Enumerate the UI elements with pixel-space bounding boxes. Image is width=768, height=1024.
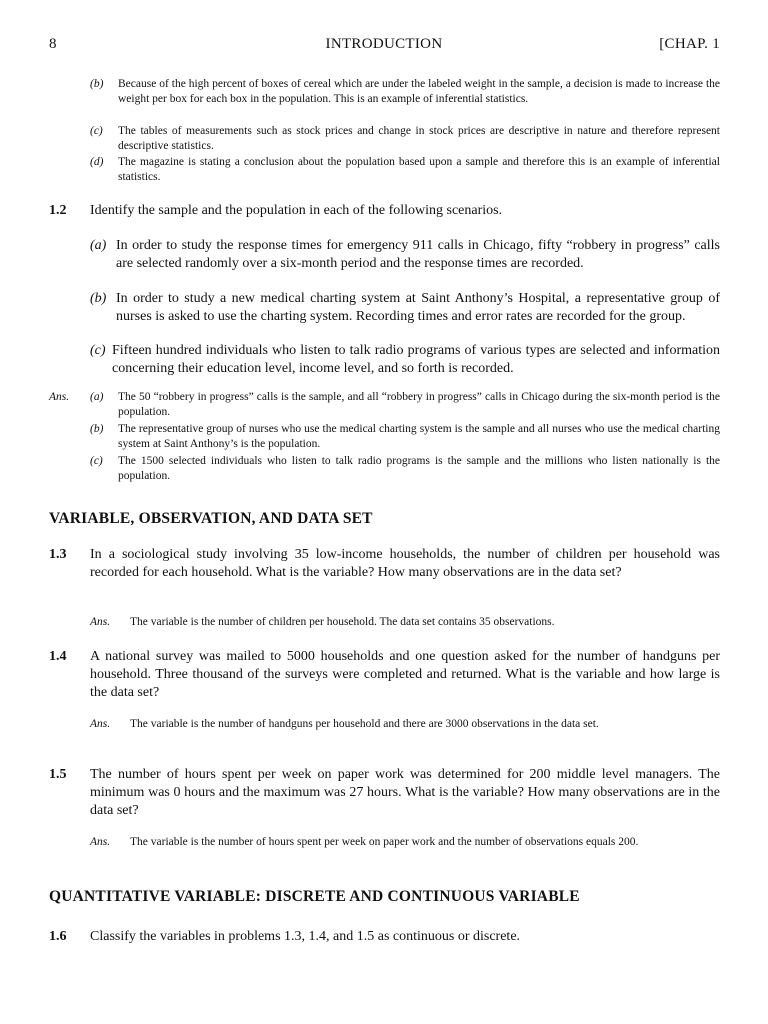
problem-question: The number of hours spent per week on paper work was determined for 200 middle level managers. The minimum was 0 hours and the maximum was 27 hours. What is the variable? How many observations are in the data set? [90, 767, 720, 818]
problem-number: 1.5 [49, 767, 67, 782]
prev-answer-d-label: (d) [90, 156, 104, 168]
answer-text: The variable is the number of hours spent per week on paper work and the number of observations equals 200. [130, 836, 639, 848]
answer-c-text: The 1500 selected individuals who listen to talk radio programs is the sample and the millions who listen nationally is the population. [118, 455, 720, 482]
prev-answer-d-text: The magazine is stating a conclusion about the population based upon a sample and therefore this is an example of inferential statistics. [118, 156, 720, 183]
prev-answer-b-text: Because of the high percent of boxes of cereal which are under the labeled weight in the sample, a decision is made to increase the weight per box for each box in the population. This is an example of inferential statistics. [118, 78, 720, 105]
answer-label: Ans. [90, 836, 111, 848]
prev-answer-c-text: The tables of measurements such as stock prices and change in stock prices are descriptive in nature and therefore represent descriptive statistics. [118, 125, 720, 152]
problem-part-c [90, 342, 720, 378]
prev-answer-c [90, 124, 720, 154]
answer-text: The variable is the number of children per household. The data set contains 35 observations. [130, 616, 555, 628]
prev-answer-b-label: (b) [90, 78, 104, 90]
problem-number: 1.3 [49, 547, 67, 562]
answer-a-label: (a) [90, 391, 104, 403]
chapter-label: [CHAP. 1 [659, 36, 720, 52]
part-c-text: Fifteen hundred individuals who listen to talk radio programs of various types are selected and information concerning their education level, income level, and so forth is recorded. [112, 343, 720, 376]
answer-text: The variable is the number of handguns per household and there are 3000 observations in the data set. [130, 718, 599, 730]
problem-part-a [90, 237, 720, 273]
answer-b [90, 422, 720, 452]
section-heading: VARIABLE, OBSERVATION, AND DATA SET [49, 510, 373, 527]
problem-question: In a sociological study involving 35 low-income households, the number of children per household was recorded for each household. What is the variable? How many observations are in the data set? [90, 547, 720, 580]
answer-label: Ans. [49, 391, 70, 403]
answer-c-label: (c) [90, 455, 103, 467]
running-head-title: INTRODUCTION [325, 36, 443, 52]
answer-b-label: (b) [90, 423, 104, 435]
answer-b-text: The representative group of nurses who use the medical charting system is the sample and all nurses who use the medical charting system at Saint Anthony’s is the population. [118, 423, 720, 450]
problem-question: Classify the variables in problems 1.3, 1.4, and 1.5 as continuous or discrete. [90, 929, 521, 944]
answer-a-text: The 50 “robbery in progress” calls is the sample, and all “robbery in progress” calls in Chicago during the six-month period is the population. [118, 391, 720, 418]
answer-c [90, 454, 720, 484]
answer-label: Ans. [90, 718, 111, 730]
prev-answer-d [90, 155, 720, 185]
problem-number: 1.6 [49, 929, 67, 944]
problem-number: 1.4 [49, 649, 67, 664]
problem-question: Identify the sample and the population in each of the following scenarios. [90, 203, 503, 218]
problem-part-b [90, 290, 720, 326]
part-a-label: (a) [90, 238, 107, 253]
problem-number: 1.2 [49, 203, 67, 218]
part-c-label: (c) [90, 343, 106, 358]
prev-answer-c-label: (c) [90, 125, 103, 137]
part-b-text: In order to study a new medical charting system at Saint Anthony’s Hospital, a representative group of nurses is asked to use the charting system. Recording times and error rates are recorded for the group. [116, 291, 720, 324]
prev-answer-b [90, 77, 720, 107]
problem-question: A national survey was mailed to 5000 households and one question asked for the number of handguns per household. Three thousand of the surveys were completed and returned. What is the variable and how large is the data set? [90, 649, 720, 700]
page-number: 8 [49, 36, 57, 52]
answer-label: Ans. [90, 616, 111, 628]
section-heading: QUANTITATIVE VARIABLE: DISCRETE AND CONTINUOUS VARIABLE [49, 888, 580, 905]
part-b-label: (b) [90, 291, 107, 306]
answer-a [90, 390, 720, 420]
part-a-text: In order to study the response times for emergency 911 calls in Chicago, fifty “robbery in progress” calls are selected randomly over a six-month period and the response times are recorded. [116, 238, 720, 271]
